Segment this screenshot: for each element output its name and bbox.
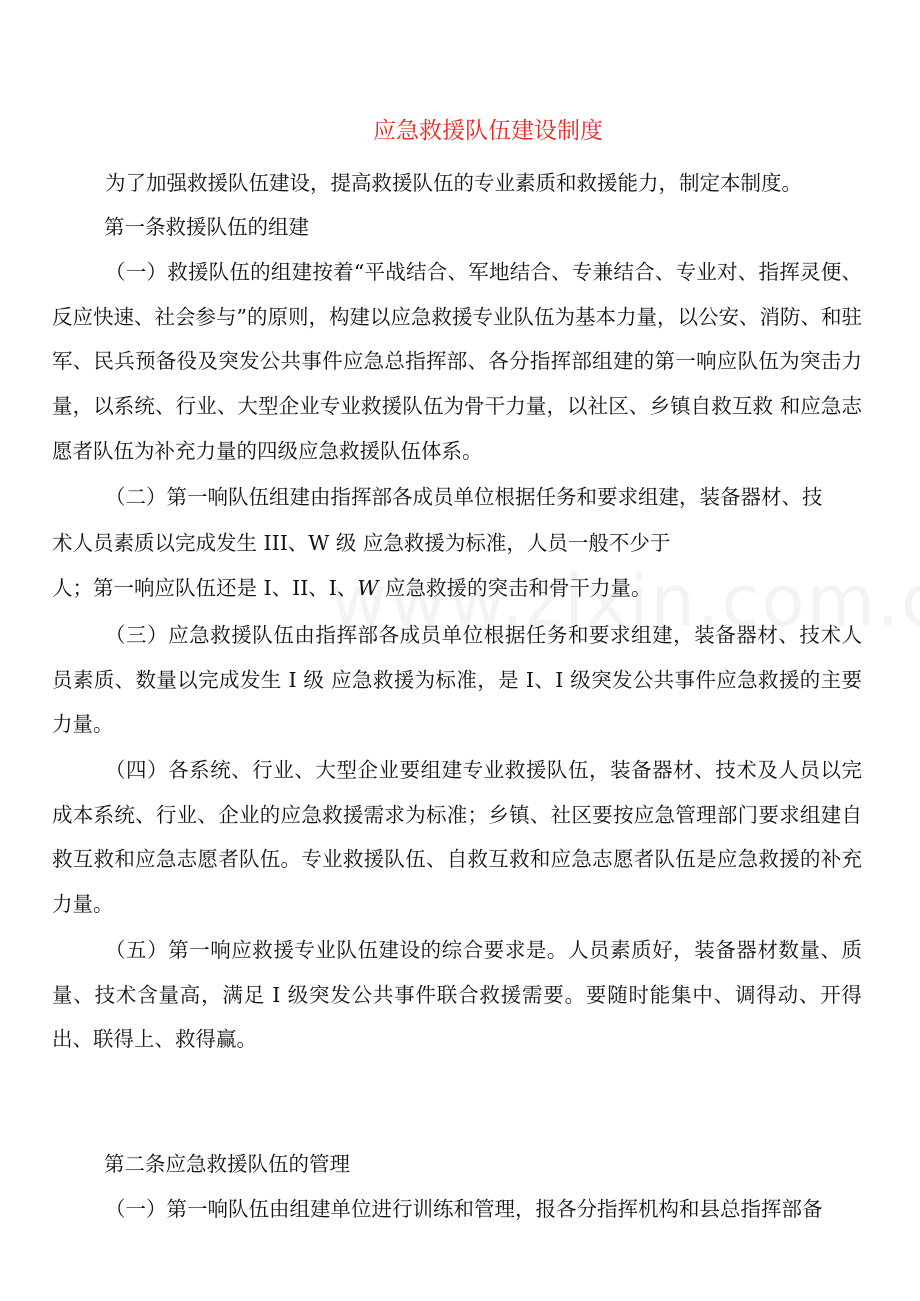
article-2-heading: 第二条应急救援队伍的管理: [104, 1152, 350, 1176]
document-title: 应急救援队伍建设制度: [373, 118, 603, 144]
article-2-paragraph-1: （一）第一响队伍由组建单位进行训练和管理，报各分指挥机构和县总指挥部备: [105, 1197, 823, 1221]
article-1-paragraph-3: （三）应急救援队伍由指挥部各成员单位根据任务和要求组建，装备器材、技术人员素质、数量以完成发生 I 级 应急救援为标准，是 I、I 级突发公共事件应急救援的主要力量。: [52, 623, 862, 737]
article-1-paragraph-4: （四）各系统、行业、大型企业要组建专业救援队伍，装备器材、技术及人员以完成本系统、行业、企业的应急救援需求为标准；乡镇、社区要按应急管理部门要求组建自救互救和应急志愿者队伍。专业救援队伍、自救互救和应急志愿者队伍是应急救援的补充力量。: [52, 758, 862, 917]
article-1-paragraph-2-line-3: 人；第一响应队伍还是 I、II、I、𝑊 应急救援的突击和骨干力量。: [52, 576, 652, 600]
article-1-paragraph-5: （五）第一响应救援专业队伍建设的综合要求是。人员素质好，装备器材数量、质量、技术含量高，满足 I 级突发公共事件联合救援需要。要随时能集中、调得动、开得出、联得上、救得赢。: [52, 938, 862, 1052]
intro-paragraph: 为了加强救援队伍建设，提高救援队伍的专业素质和救援能力，制定本制度。: [105, 171, 802, 195]
article-1-paragraph-2-line-2: 术人员素质以完成发生 III、W 级 应急救援为标准，人员一般不少于: [52, 531, 671, 555]
article-1-paragraph-1: （一）救援队伍的组建按着“平战结合、军地结合、专兼结合、专业对、指挥灵便、反应快速、社会参与”的原则，构建以应急救援专业队伍为基本力量，以公安、消防、和驻军、民兵预备役及突发公共事件应急总指挥部、各分指挥部组建的第一响应队伍为突击力量，以系统、行业、大型企业专业救援队伍为骨干力量，以社区、乡镇自救互救 和应急志愿者队伍为补充力量的四级应急救援队伍体系。: [52, 260, 862, 463]
article-1-heading: 第一条救援队伍的组建: [104, 215, 309, 239]
article-1-paragraph-2-line-1: （二）第一响队伍组建由指挥部各成员单位根据任务和要求组建，装备器材、技: [105, 485, 823, 509]
